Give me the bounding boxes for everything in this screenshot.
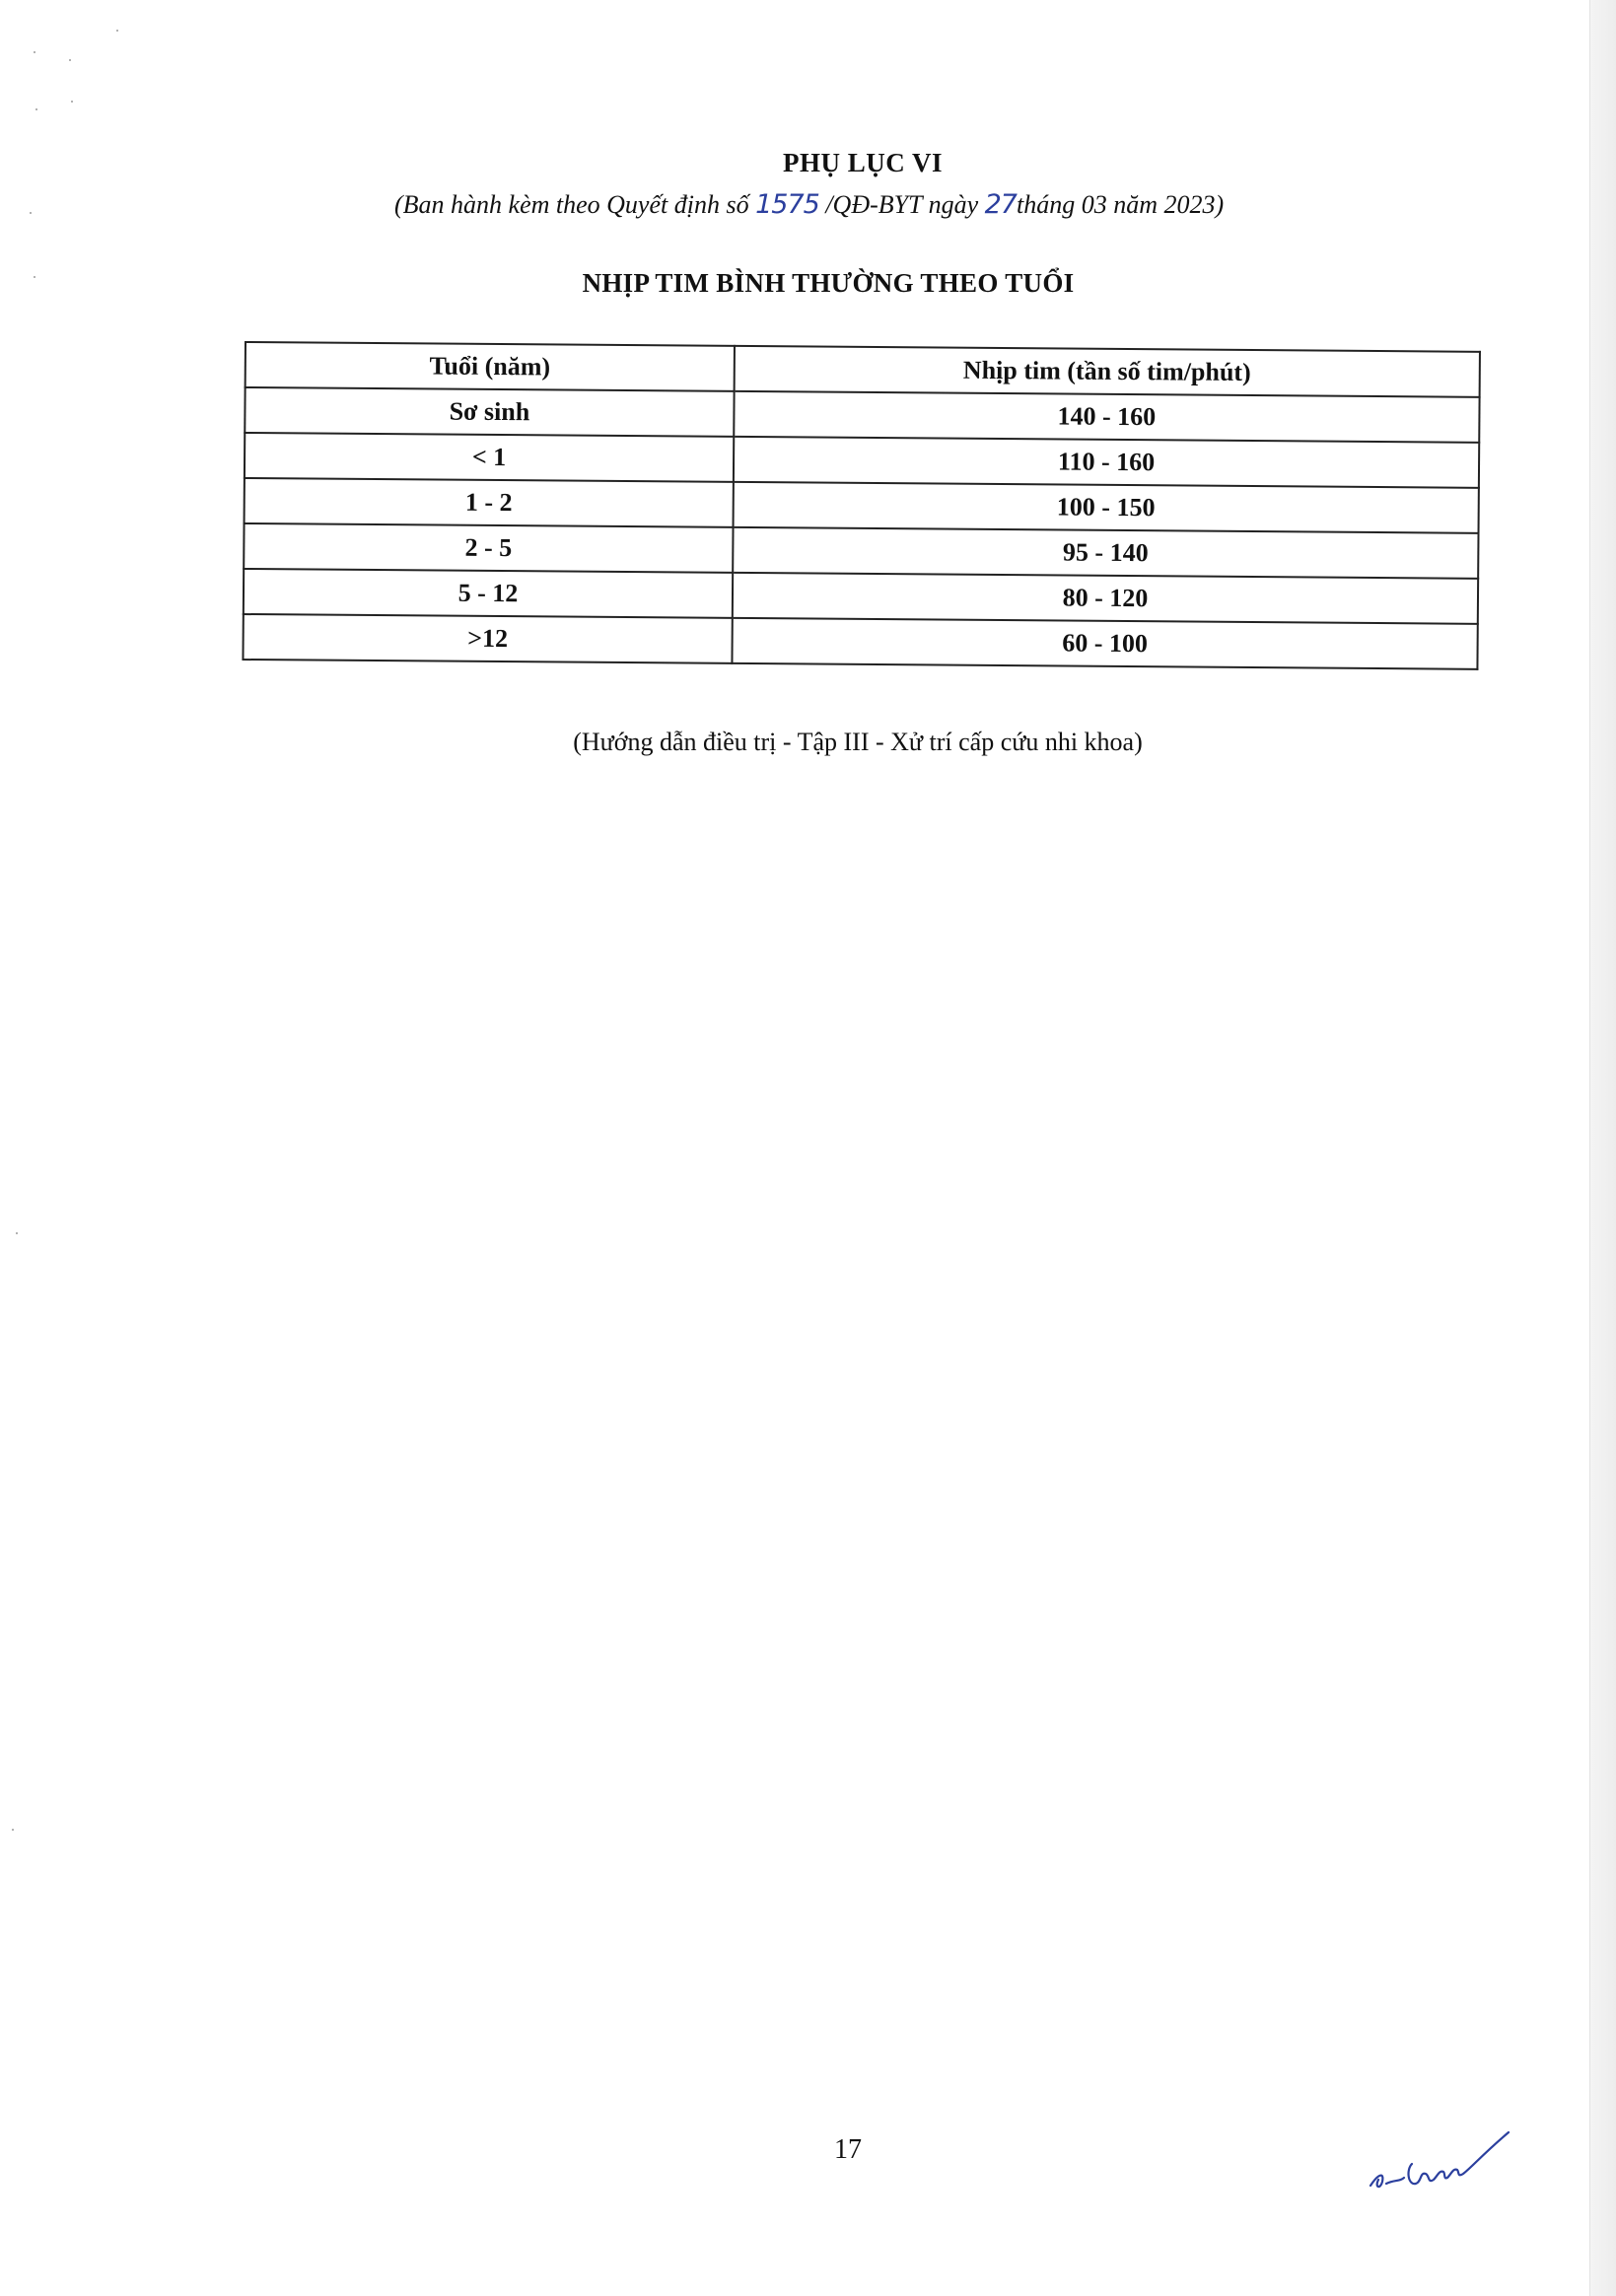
column-header-age: Tuổi (năm) [246, 342, 735, 391]
heart-rate-cell: 95 - 140 [733, 527, 1478, 579]
heart-rate-cell: 80 - 120 [733, 573, 1478, 624]
heart-rate-cell: 110 - 160 [734, 437, 1479, 488]
age-cell: 2 - 5 [244, 523, 733, 573]
age-cell: 1 - 2 [245, 478, 734, 527]
issued-middle: /QĐ-BYT ngày [818, 190, 985, 219]
scan-speck [69, 59, 71, 61]
handwritten-decision-number: 1575 [755, 189, 819, 220]
issued-prefix: (Ban hành kèm theo Quyết định số [394, 190, 756, 219]
appendix-title: PHỤ LỤC VI [782, 148, 944, 177]
scan-speck [34, 51, 35, 53]
age-cell: < 1 [245, 433, 734, 482]
scan-speck [16, 1232, 18, 1234]
issued-suffix: tháng 03 năm 2023) [1016, 190, 1225, 219]
issuance-line [394, 189, 1341, 220]
handwritten-day: 27 [984, 189, 1017, 220]
column-header-heart-rate: Nhịp tim (tần số tim/phút) [735, 346, 1480, 397]
handwritten-signature [1361, 2124, 1518, 2203]
age-cell: >12 [243, 614, 732, 663]
scan-speck [116, 30, 118, 32]
scan-speck [30, 212, 32, 214]
heart-rate-cell: 60 - 100 [732, 618, 1477, 669]
table-row [243, 614, 1477, 669]
source-note: (Hướng dẫn điều trị - Tập III - Xử trí cấp cứu nhi khoa) [573, 728, 1143, 756]
heart-rate-cell: 140 - 160 [734, 391, 1479, 443]
heart-rate-table [242, 341, 1481, 670]
page-number: 17 [834, 2134, 862, 2165]
document-title: NHỊP TIM BÌNH THƯỜNG THEO TUỔI [582, 268, 1075, 298]
scan-speck [35, 108, 37, 110]
scan-speck [34, 276, 35, 278]
age-cell: Sơ sinh [245, 387, 734, 437]
scan-speck [71, 101, 73, 103]
heart-rate-cell: 100 - 150 [734, 482, 1479, 533]
scanned-page-edge [1589, 0, 1616, 2296]
scan-speck [12, 1829, 14, 1831]
age-cell: 5 - 12 [244, 569, 733, 618]
